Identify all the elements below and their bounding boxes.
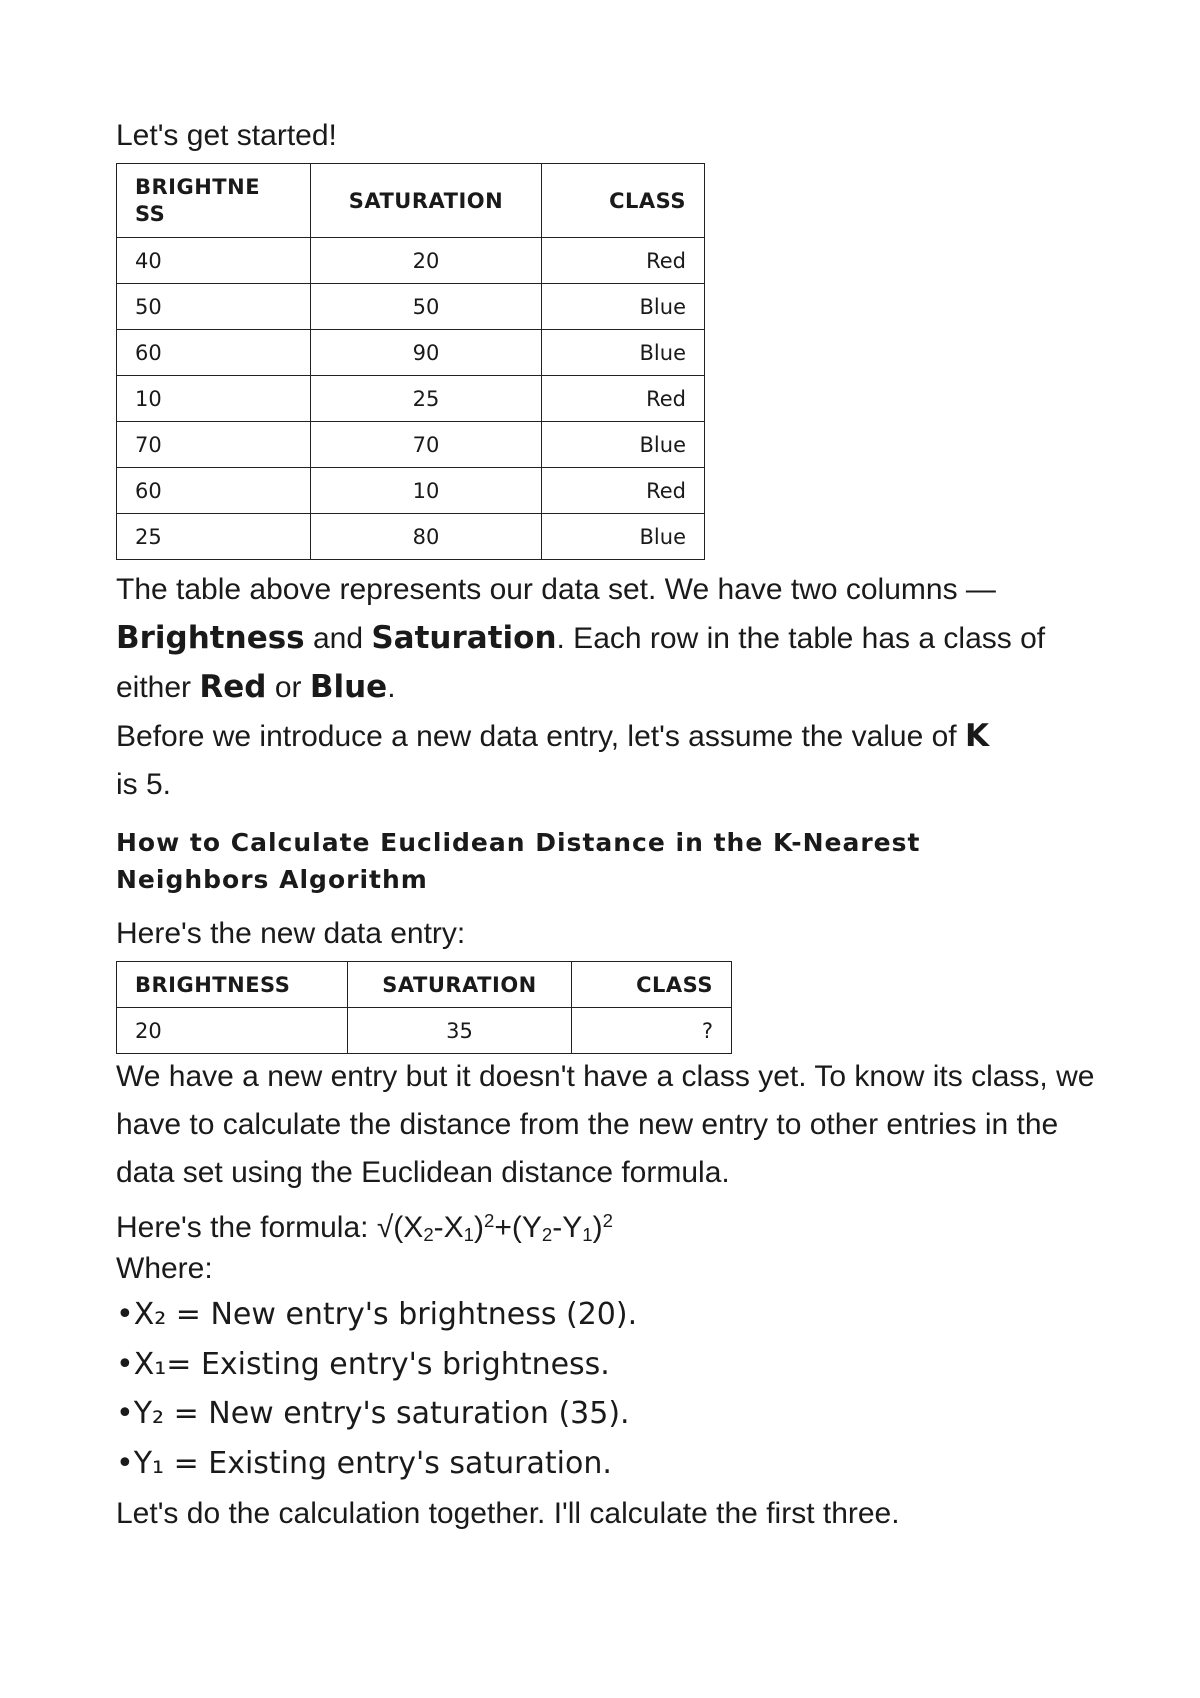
table-header-row — [117, 962, 732, 1008]
header-class: CLASS — [572, 962, 732, 1008]
cell-brightness: 50 — [117, 284, 311, 330]
list-item: •Y₂ = New entry's saturation (35). — [116, 1396, 630, 1431]
formula-subscript: 2 — [423, 1224, 434, 1245]
formula-label: Here's the formula: — [116, 1211, 377, 1244]
section-heading: How to Calculate Euclidean Distance in the K-Nearest Neighbors Algorithm — [116, 828, 921, 894]
header-saturation: SATURATION — [347, 962, 572, 1008]
text-run: . Each row in the table has a class of either — [116, 622, 1046, 704]
table-row — [117, 422, 705, 468]
cell-brightness: 25 — [117, 514, 311, 560]
header-brightness: BRIGHTNESS — [117, 962, 348, 1008]
text-run: is 5. — [116, 768, 172, 801]
formula-part: -Y — [552, 1211, 583, 1244]
text-run: or — [266, 671, 310, 704]
bold-term-red: Red — [199, 669, 267, 705]
distance-explanation: We have a new entry but it doesn't have a class yet. To know its class, we have to calculate the distance from the new entry to other entries in the data set using the Euclidean distance formula. — [116, 1060, 1095, 1189]
cell-saturation: 25 — [311, 376, 541, 422]
new-entry-table — [116, 961, 732, 1054]
formula-part: +(Y — [494, 1211, 542, 1244]
cell-class: Blue — [541, 422, 704, 468]
text-run: Before we introduce a new data entry, let's assume the value of — [116, 720, 965, 753]
cell-saturation: 35 — [347, 1008, 572, 1054]
intro-text: Let's get started! — [116, 119, 337, 152]
list-item: •Y₁ = Existing entry's saturation. — [116, 1445, 612, 1481]
bold-term-blue: Blue — [309, 669, 388, 705]
cell-class: Blue — [541, 514, 704, 560]
cell-saturation: 20 — [311, 238, 541, 284]
cell-class: Red — [541, 238, 704, 284]
dataset-table — [116, 163, 705, 560]
cell-brightness: 10 — [117, 376, 311, 422]
where-label: Where: — [116, 1252, 213, 1285]
table-row — [117, 238, 705, 284]
table-row — [117, 1008, 732, 1054]
formula-part: -X — [433, 1211, 464, 1244]
formula-part: √(X — [376, 1211, 424, 1244]
header-brightness: BRIGHTNE SS — [117, 164, 311, 238]
formula-superscript: 2 — [602, 1210, 613, 1231]
table-row — [117, 514, 705, 560]
table-header-row — [117, 164, 705, 238]
cell-saturation: 50 — [311, 284, 541, 330]
cell-saturation: 10 — [311, 468, 541, 514]
cell-class: Blue — [541, 284, 704, 330]
k-value-text — [116, 712, 996, 809]
cell-brightness: 40 — [117, 238, 311, 284]
table-row — [117, 468, 705, 514]
header-class: CLASS — [541, 164, 704, 238]
cell-class: ? — [572, 1008, 732, 1054]
cell-brightness: 70 — [117, 422, 311, 468]
new-entry-intro: Here's the new data entry: — [116, 917, 466, 950]
variable-list — [116, 1290, 637, 1488]
text-run: and — [304, 622, 372, 655]
cell-saturation: 70 — [311, 422, 541, 468]
bold-term-brightness: Brightness — [116, 620, 305, 656]
cell-saturation: 80 — [311, 514, 541, 560]
cell-saturation: 90 — [311, 330, 541, 376]
table-row — [117, 330, 705, 376]
bold-term-saturation: Saturation — [371, 620, 557, 656]
formula-subscript: 1 — [582, 1224, 593, 1245]
cell-brightness: 20 — [117, 1008, 348, 1054]
cell-class: Red — [541, 468, 704, 514]
closing-text: Let's do the calculation together. I'll calculate the first three. — [116, 1497, 900, 1530]
list-item: •X₂ = New entry's brightness (20). — [116, 1297, 638, 1332]
text-run: The table above represents our data set. We have two columns — — [116, 573, 996, 606]
cell-brightness: 60 — [117, 468, 311, 514]
formula-superscript: 2 — [484, 1210, 495, 1231]
cell-class: Red — [541, 376, 704, 422]
formula-subscript: 1 — [463, 1224, 474, 1245]
formula-subscript: 2 — [541, 1224, 553, 1245]
formula-part: ) — [592, 1211, 603, 1244]
formula-part: ) — [474, 1211, 484, 1244]
cell-class: Blue — [541, 330, 704, 376]
header-saturation: SATURATION — [311, 164, 541, 238]
cell-brightness: 60 — [117, 330, 311, 376]
bold-term-k: K — [964, 718, 990, 754]
text-run: . — [387, 671, 396, 704]
table-row — [117, 284, 705, 330]
table-row — [117, 376, 705, 422]
dataset-description — [116, 566, 1096, 712]
list-item: •X₁= Existing entry's brightness. — [116, 1346, 610, 1382]
